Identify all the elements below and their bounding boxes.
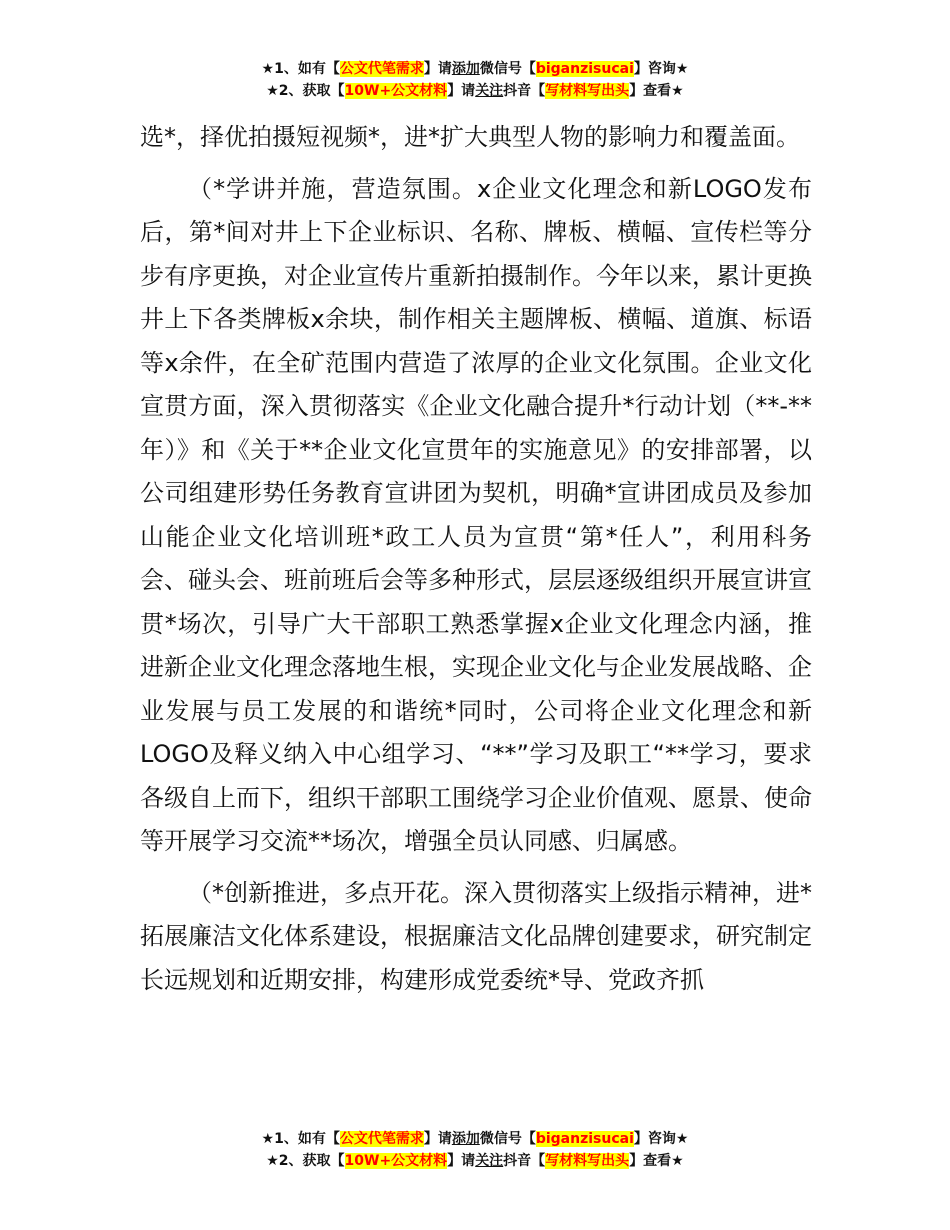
paragraph-1: 选*，择优拍摄短视频*，进*扩大典型人物的影响力和覆盖面。	[140, 123, 800, 151]
footer-banner-line-2: ★2、获取【10W+公文材料】请关注抖音【写材料写出头】查看★	[266, 1153, 684, 1169]
banner-line-2: ★2、获取【10W+公文材料】请关注抖音【写材料写出头】查看★	[266, 83, 684, 99]
banner-line-1: ★1、如有【公文代笔需求】请添加微信号【biganzisucai】咨询★	[261, 61, 689, 77]
footer-highlight-service: 公文代笔需求	[339, 1131, 424, 1147]
document-body	[140, 116, 812, 1002]
highlight-wechat-id: biganzisucai	[535, 61, 634, 77]
highlight-service: 公文代笔需求	[339, 61, 424, 77]
footer-banner-line-1: ★1、如有【公文代笔需求】请添加微信号【biganzisucai】咨询★	[261, 1131, 689, 1147]
paragraph-3: （*创新推进，多点开花。深入贯彻落实上级指示精神，进*拓展廉洁文化体系建设，根据廉洁文化品牌创建要求，研究制定长远规划和近期安排，构建形成党委统*导、党政齐抓	[140, 878, 812, 994]
footer-highlight-wechat-id: biganzisucai	[535, 1131, 634, 1147]
paragraph-2: （*学讲并施，营造氛围。x企业文化理念和新LOGO发布后，第*间对井上下企业标识、名称、牌板、横幅、宣传栏等分步有序更换，对企业宣传片重新拍摄制作。今年以来，累计更换井上下各类牌板x余块，制作相关主题牌板、横幅、道旗、标语等x余件，在全矿范围内营造了浓厚的企业文化氛围。企业文化宣贯方面，深入贯彻落实《企业文化融合提升*行动计划（**-**年）》和《关于**企业文化宣贯年的实施意见》的安排部署，以公司组建形势任务教育宣讲团为契机，明确*宣讲团成员及参加山能企业文化培训班*政工人员为宣贯“第*任人”，利用科务会、碰头会、班前班后会等多种形式，层层逐级组织开展宣讲宣贯*场次，引导广大干部职工熟悉掌握x企业文化理念内涵，推进新企业文化理念落地生根，实现企业文化与企业发展战略、企业发展与员工发展的和谐统*同时，公司将企业文化理念和新LOGO及释义纳入中心组学习、“**”学习及职工“**学习，要求各级自上而下，组织干部职工围绕学习企业价值观、愿景、使命等开展学习交流**场次，增强全员认同感、归属感。	[140, 174, 812, 855]
highlight-douyin-id: 写材料写出头	[545, 83, 630, 99]
footer-banner	[0, 1128, 950, 1172]
footer-highlight-materials: 10W+公文材料	[344, 1153, 448, 1169]
highlight-materials: 10W+公文材料	[344, 83, 448, 99]
footer-highlight-douyin-id: 写材料写出头	[545, 1153, 630, 1169]
header-banner	[0, 58, 950, 102]
